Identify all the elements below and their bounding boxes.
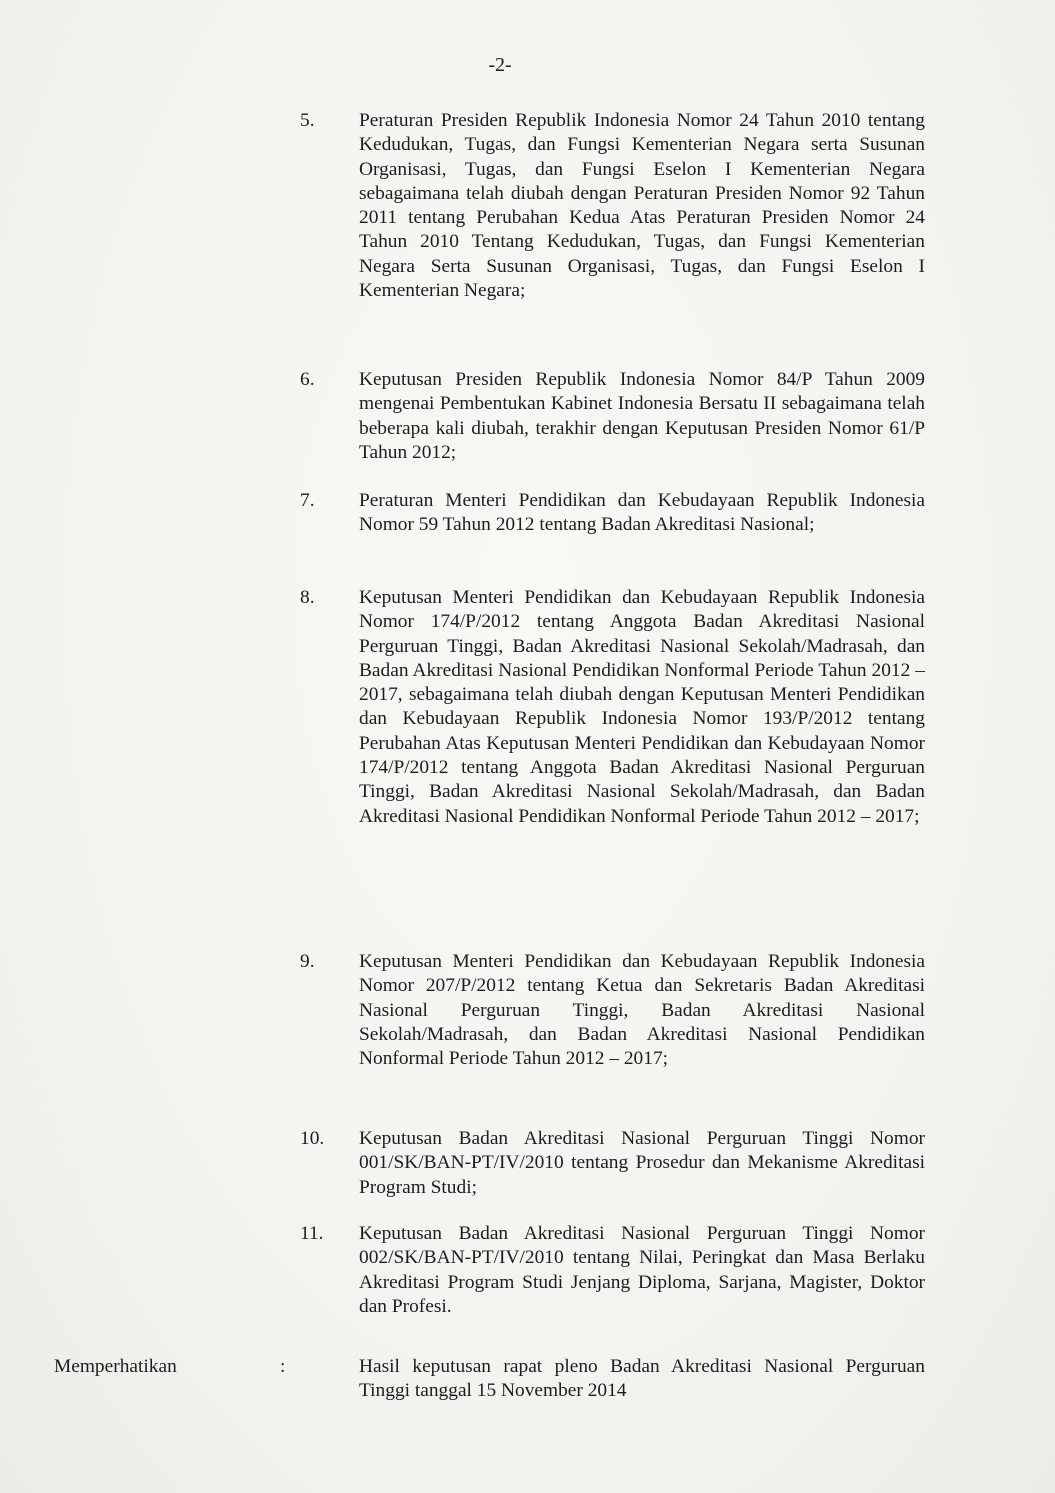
item-text: Peraturan Presiden Republik Indonesia Nomor 24 Tahun 2010 tentang Kedudukan, Tugas, dan Fungsi Kementerian Negara serta Susunan Organisasi, Tugas, dan Fungsi Eselon I Kementerian Negara sebagaimana telah diubah dengan Peraturan Presiden Nomor 92 Tahun 2011 tentang Perubahan Kedua Atas Peraturan Presiden Nomor 24 Tahun 2010 Tentang Kedudukan, Tugas, dan Fungsi Kementerian Negara Serta Susunan Organisasi, Tugas, dan Fungsi Eselon I Kementerian Negara; <box>359 110 925 302</box>
list-item-7 <box>300 489 925 538</box>
item-number: 11. <box>300 1223 324 1244</box>
list-item-6 <box>300 368 925 465</box>
consider-label: Memperhatikan <box>54 1356 177 1377</box>
item-text: Keputusan Menteri Pendidikan dan Kebudayaan Republik Indonesia Nomor 207/P/2012 tentang Ketua dan Sekretaris Badan Akreditasi Nasional Perguruan Tinggi, Badan Akreditasi Nasional Sekolah/Madrasah, dan Badan Akreditasi Nasional Pendidikan Nonformal Periode Tahun 2012 – 2017; <box>359 951 925 1070</box>
list-item-11 <box>300 1222 925 1319</box>
item-number: 9. <box>300 951 315 972</box>
item-number: 7. <box>300 490 315 511</box>
item-number: 8. <box>300 587 315 608</box>
consider-text: Hasil keputusan rapat pleno Badan Akreditasi Nasional Perguruan Tinggi tanggal 15 November 2014 <box>359 1356 925 1402</box>
item-number: 10. <box>300 1128 325 1149</box>
list-item-10 <box>300 1127 925 1200</box>
list-item-5 <box>300 109 925 303</box>
item-text: Keputusan Badan Akreditasi Nasional Perguruan Tinggi Nomor 001/SK/BAN-PT/IV/2010 tentang Prosedur dan Mekanisme Akreditasi Program Studi; <box>359 1128 925 1198</box>
item-number: 6. <box>300 369 315 390</box>
item-text: Keputusan Badan Akreditasi Nasional Perguruan Tinggi Nomor 002/SK/BAN-PT/IV/2010 tentang Nilai, Peringkat dan Masa Berlaku Akreditasi Program Studi Jenjang Diploma, Sarjana, Magister, Doktor dan Profesi. <box>359 1223 925 1317</box>
item-text: Keputusan Presiden Republik Indonesia Nomor 84/P Tahun 2009 mengenai Pembentukan Kabinet Indonesia Bersatu II sebagaimana telah beberapa kali diubah, terakhir dengan Keputusan Presiden Nomor 61/P Tahun 2012; <box>359 369 925 463</box>
page-number: -2- <box>488 54 512 76</box>
consider-colon: : <box>280 1356 286 1377</box>
item-text: Keputusan Menteri Pendidikan dan Kebudayaan Republik Indonesia Nomor 174/P/2012 tentang Anggota Badan Akreditasi Nasional Perguruan Tinggi, Badan Akreditasi Nasional Sekolah/Madrasah, dan Badan Akreditasi Nasional Pendidikan Nonformal Periode Tahun 2012 – 2017, sebagaimana telah diubah dengan Keputusan Menteri Pendidikan dan Kebudayaan Republik Indonesia Nomor 193/P/2012 tentang Perubahan Atas Keputusan Menteri Pendidikan dan Kebudayaan Nomor 174/P/2012 tentang Anggota Badan Akreditasi Nasional Perguruan Tinggi, Badan Akreditasi Nasional Sekolah/Madrasah, dan Badan Akreditasi Nasional Pendidikan Nonformal Periode Tahun 2012 – 2017; <box>359 587 925 827</box>
list-item-8 <box>300 586 925 829</box>
list-item-9 <box>300 950 925 1071</box>
item-number: 5. <box>300 110 315 131</box>
item-text: Peraturan Menteri Pendidikan dan Kebudayaan Republik Indonesia Nomor 59 Tahun 2012 tentang Badan Akreditasi Nasional; <box>359 490 925 536</box>
